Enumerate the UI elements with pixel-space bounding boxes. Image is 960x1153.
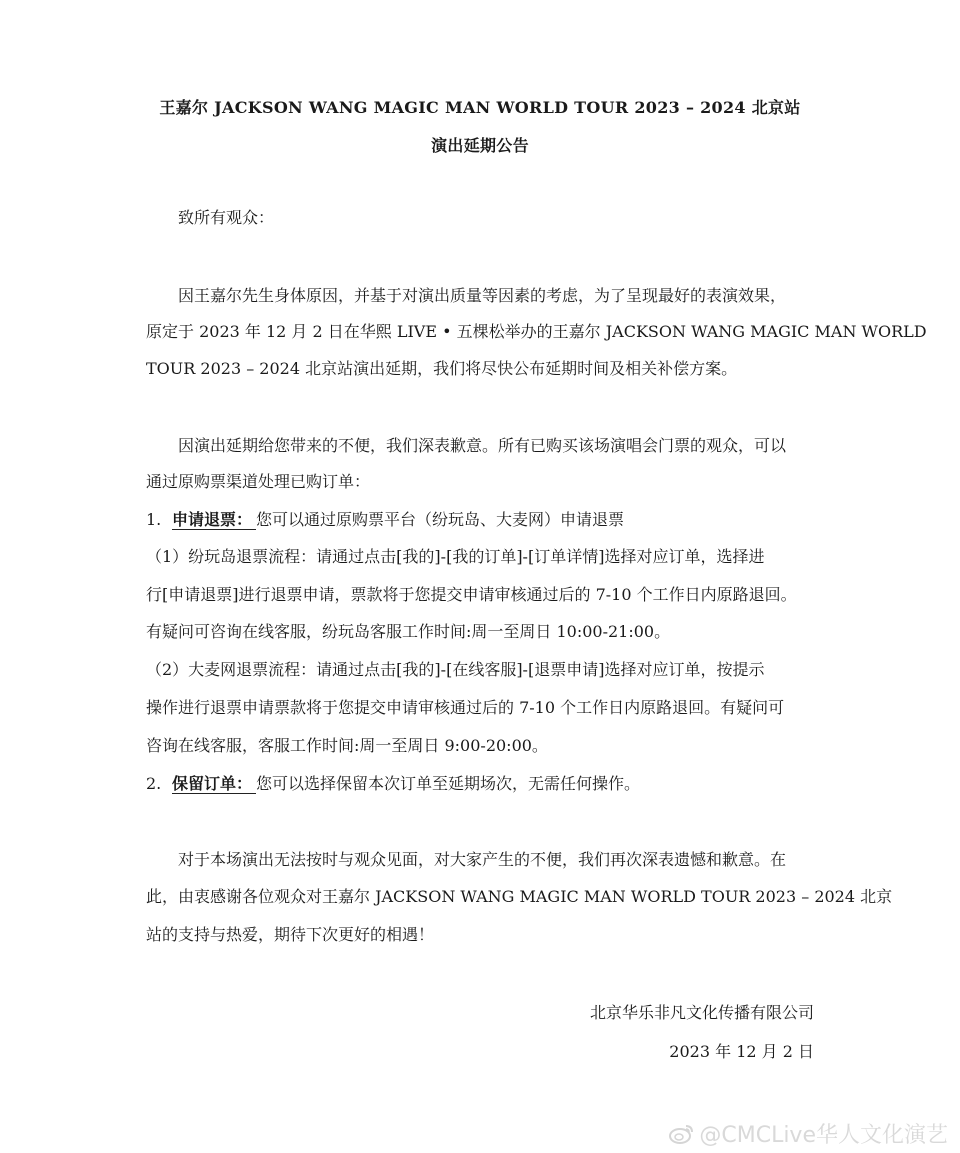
- paragraph1-line3: TOUR 2023 – 2024 北京站演出延期，我们将尽快公布延期时间及相关补偿方案。: [146, 359, 738, 378]
- option2: [146, 773, 826, 795]
- step1-line1: （1）纷玩岛退票流程：请通过点击[我的]-[我的订单]-[订单详情]选择对应订单，选择进: [146, 547, 765, 566]
- paragraph3-line2: 此，由衷感谢各位观众对王嘉尔 JACKSON WANG MAGIC MAN WORLD TOUR 2023 – 2024 北京: [146, 887, 893, 906]
- option1: [146, 509, 826, 531]
- weibo-icon: [669, 1123, 695, 1145]
- watermark: [669, 1118, 948, 1149]
- option2-number: 2.: [146, 774, 162, 793]
- paragraph1-line2: 原定于 2023 年 12 月 2 日在华熙 LIVE • 五棵松举办的王嘉尔 JACKSON WANG MAGIC MAN WORLD: [146, 322, 927, 341]
- option1-number: 1.: [146, 510, 162, 529]
- paragraph2-line2: 通过原购票渠道处理已购订单：: [146, 472, 371, 491]
- step2-line1: （2）大麦网退票流程：请通过点击[我的]-[在线客服]-[退票申请]选择对应订单，按提示: [146, 660, 765, 679]
- announcement-subtitle: 演出延期公告: [431, 136, 529, 155]
- signature-company: 北京华乐非凡文化传播有限公司: [589, 1003, 814, 1022]
- option1-text: 您可以通过原购票平台（纷玩岛、大麦网）申请退票: [256, 510, 625, 529]
- step2-line2: 操作进行退票申请票款将于您提交申请审核通过后的 7-10 个工作日内原路退回。有疑问可: [146, 698, 785, 717]
- greeting: 致所有观众：: [178, 208, 275, 227]
- paragraph2-line1: 因演出延期给您带来的不便，我们深表歉意。所有已购买该场演唱会门票的观众，可以: [178, 436, 787, 455]
- step1-line3: 有疑问可咨询在线客服，纷玩岛客服工作时间:周一至周日 10:00-21:00。: [146, 622, 671, 641]
- watermark-text: @CMCLive华人文化演艺: [699, 1123, 948, 1148]
- paragraph3-line1: 对于本场演出无法按时与观众见面，对大家产生的不便，我们再次深表遗憾和歉意。在: [178, 850, 787, 869]
- signature-date: 2023 年 12 月 2 日: [669, 1042, 814, 1061]
- option2-text: 您可以选择保留本次订单至延期场次，无需任何操作。: [256, 774, 641, 793]
- option1-label: 申请退票：: [172, 511, 256, 530]
- paragraph3-line3: 站的支持与热爱，期待下次更好的相遇！: [146, 925, 435, 944]
- step2-line3: 咨询在线客服，客服工作时间:周一至周日 9:00-20:00。: [146, 736, 548, 755]
- paragraph1-line1: 因王嘉尔先生身体原因，并基于对演出质量等因素的考虑，为了呈现最好的表演效果，: [178, 286, 787, 305]
- step1-line2: 行[申请退票]进行退票申请，票款将于您提交申请审核通过后的 7-10 个工作日内原路退回。: [146, 585, 797, 604]
- announcement-title: 王嘉尔 JACKSON WANG MAGIC MAN WORLD TOUR 2023 – 2024 北京站: [159, 98, 801, 117]
- option2-label: 保留订单：: [172, 775, 256, 794]
